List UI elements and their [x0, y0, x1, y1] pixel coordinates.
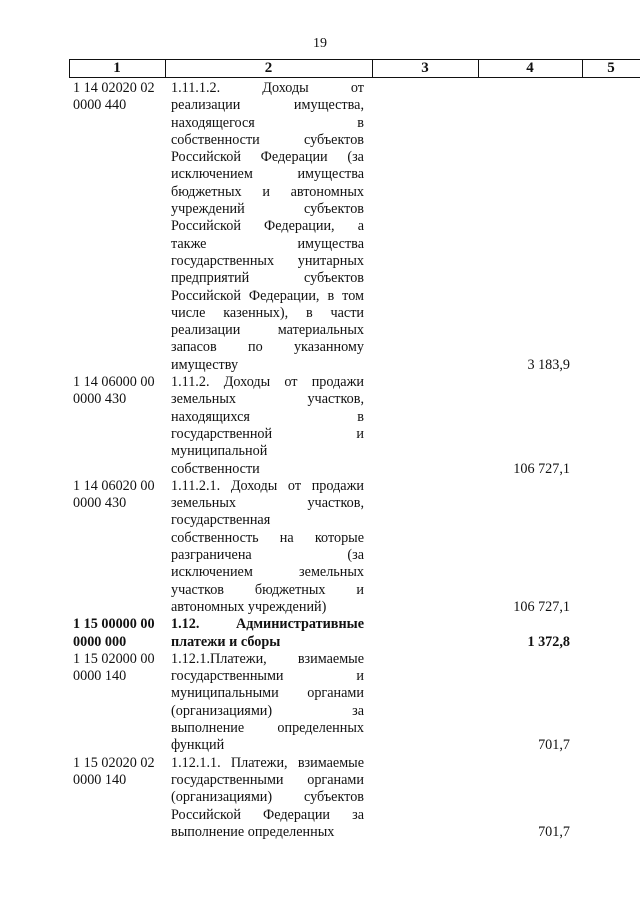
description-line: запасов по указанному — [171, 339, 364, 356]
amount-value: 106 727,1 — [513, 460, 570, 477]
description-line: земельных участков, — [171, 495, 364, 512]
description-line: Российской Федерации, а — [171, 218, 364, 235]
description-line: находящихся в — [171, 408, 364, 425]
amount-value: 1 372,8 — [527, 633, 570, 650]
description-line: разграничена (за — [171, 547, 364, 564]
header-col-1: 1 — [113, 60, 121, 76]
description-line: (организациями) субъектов — [171, 789, 364, 806]
description-line: муниципальной — [171, 443, 268, 460]
description-line: функций — [171, 737, 225, 754]
amount-value: 106 727,1 — [513, 598, 570, 615]
description-line: 1.11.1.2. Доходы от — [171, 80, 364, 96]
description-line: предприятий субъектов — [171, 270, 364, 287]
header-col-5: 5 — [607, 60, 615, 76]
description-line: собственности субъектов — [171, 131, 364, 148]
income-description — [171, 755, 364, 841]
page-number: 19 — [313, 36, 327, 51]
description-line: учреждений субъектов — [171, 201, 364, 218]
description-line: числе казенных), в части — [171, 304, 364, 321]
description-line: муниципальными органами — [171, 685, 364, 702]
budget-code: 1 14 06000 00 0000 430 — [73, 374, 155, 408]
budget-code: 1 15 00000 00 0000 000 — [73, 616, 155, 650]
description-line: выполнение определенных — [171, 720, 364, 737]
budget-code: 1 14 06020 00 0000 430 — [73, 477, 155, 512]
description-line: собственности — [171, 460, 260, 477]
header-col-4: 4 — [526, 60, 534, 76]
description-line: Российской Федерации, в том — [171, 287, 364, 304]
description-line: 1.11.2. Доходы от продажи — [171, 374, 364, 391]
income-description — [171, 478, 364, 616]
income-description — [171, 616, 364, 651]
description-line: бюджетных и автономных — [171, 183, 364, 200]
description-line: 1.12. Административные — [171, 616, 364, 633]
amount-value: 3 183,9 — [527, 356, 570, 373]
amount-value: 701,7 — [538, 737, 570, 754]
description-line: государственной и — [171, 425, 364, 442]
description-line: имуществу — [171, 356, 239, 373]
budget-code: 1 15 02020 02 0000 140 — [73, 754, 155, 788]
header-col-2: 2 — [264, 60, 273, 76]
description-line: земельных участков, — [171, 391, 364, 408]
description-line: выполнение определенных — [171, 823, 335, 840]
description-line: 1.11.2.1. Доходы от продажи — [171, 477, 364, 494]
income-description — [171, 651, 364, 755]
description-line: собственность на которые — [171, 529, 364, 546]
income-description — [171, 374, 364, 478]
description-line: исключением имущества — [171, 166, 364, 183]
description-line: платежи и сборы — [171, 633, 281, 650]
description-line: государственная — [171, 512, 271, 529]
header-col-3: 3 — [421, 60, 429, 76]
description-line: участков бюджетных и — [171, 581, 364, 598]
description-line: (организациями) за — [171, 702, 364, 719]
description-line: исключением земельных — [171, 564, 364, 581]
budget-code: 1 15 02000 00 0000 140 — [73, 650, 155, 685]
budget-code: 1 14 02020 02 0000 440 — [73, 80, 155, 114]
description-line: государственных унитарных — [171, 252, 364, 269]
table-header — [69, 59, 640, 78]
description-line: Российской Федерации (за — [171, 149, 364, 166]
description-line: автономных учреждений) — [171, 598, 327, 615]
description-line: 1.12.1.Платежи, взимаемые — [171, 650, 364, 667]
table-left-border — [69, 60, 70, 77]
description-line: реализации материальных — [171, 322, 364, 339]
amount-value: 701,7 — [538, 823, 570, 840]
description-line: находящегося в — [171, 114, 364, 131]
description-line: 1.12.1.1. Платежи, взимаемые — [171, 754, 364, 771]
description-line: реализации имущества, — [171, 97, 364, 114]
description-line: также имущества — [171, 235, 364, 252]
income-description — [171, 80, 364, 374]
description-line: государственными органами — [171, 771, 364, 788]
description-line: государственными и — [171, 668, 364, 685]
description-line: Российской Федерации за — [171, 806, 364, 823]
